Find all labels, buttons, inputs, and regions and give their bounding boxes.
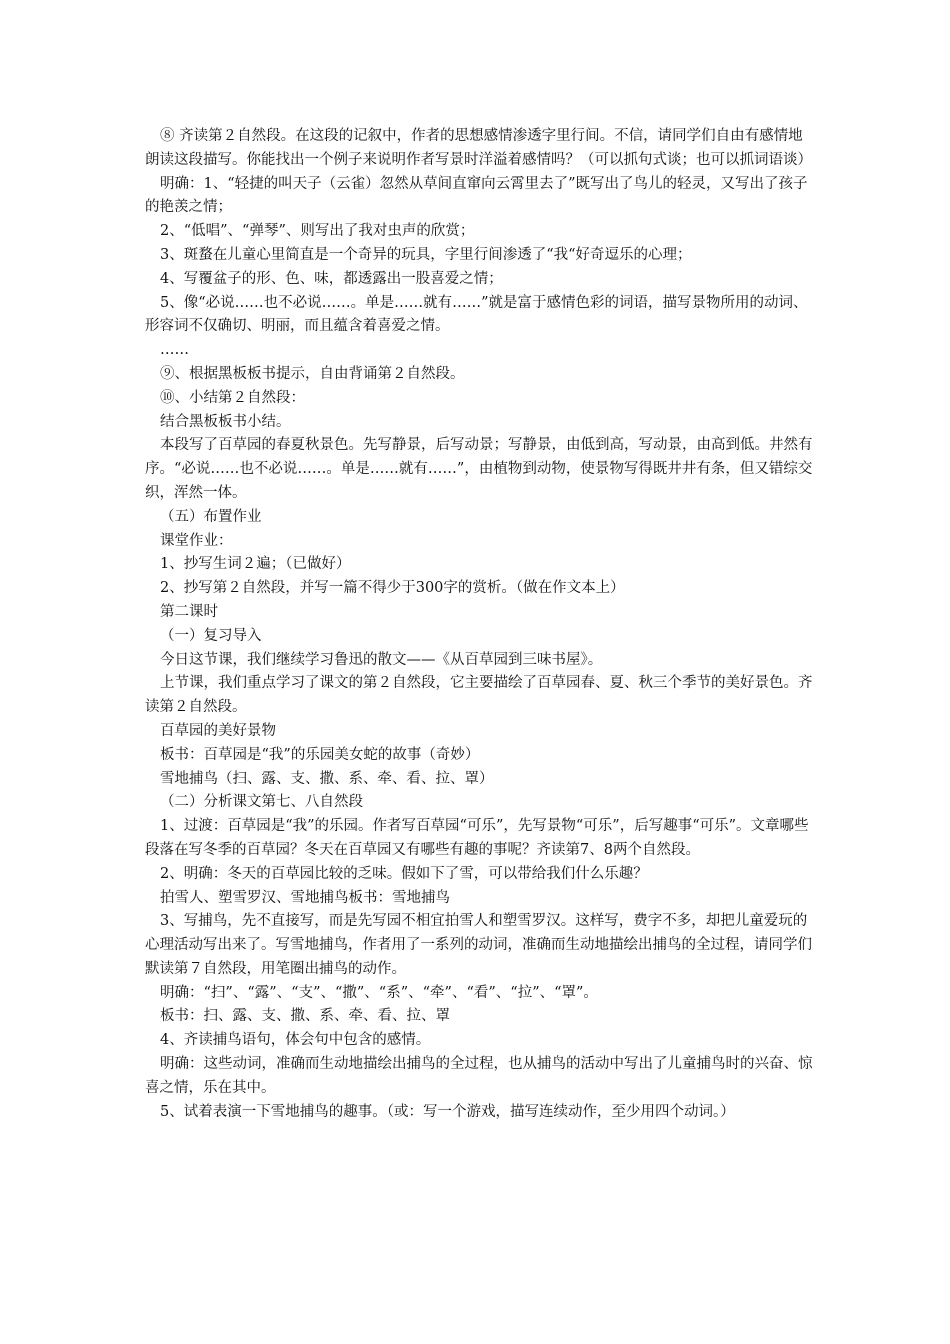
paragraph-recite: ⑨、根据黑板板书提示，自由背诵第２自然段。	[160, 365, 465, 382]
paragraph-answer-2: 2、“低唱”、“弹琴”、则写出了我对虫声的欣赏；	[160, 223, 475, 240]
paragraph-classwork-label: 课堂作业：	[160, 532, 233, 549]
paragraph-homework-2: 2、抄写第２自然段，并写一篇不得少于300字的赏析。（做在作文本上）	[160, 580, 625, 597]
paragraph-answer-5: 5、像“必说……也不必说……。单是……就有……”就是富于感情色彩的词语，描写景物所用的动词、形容词不仅确切、明丽，而且蕴含着喜爱之情。	[145, 294, 808, 335]
section-heading-review: （一）复习导入	[160, 627, 262, 644]
paragraph-review-intro: 今日这节课，我们继续学习鲁迅的散文——《从百草园到三味书屋》。	[160, 651, 603, 668]
document-page	[145, 125, 815, 1124]
paragraph-analysis-1: 1、过渡：百草园是“我”的乐园。作者写百草园“可乐”，先写景物“可乐”，后写趣事“可乐”。文章哪些段落在写冬季的百草园？冬天在百草园又有哪些有趣的事呢？齐读第7、8两个自然段。	[145, 818, 809, 858]
paragraph-analysis-answer: 明确：“扫”、“露”、“支”、“撒”、“系”、“牵”、“看”、“拉”、“罩”。	[160, 984, 598, 1001]
paragraph-summary-heading: ⑩、小结第２自然段：	[160, 389, 305, 406]
paragraph-analysis-3: 3、写捕鸟，先不直接写，而是先写园不相宜拍雪人和塑雪罗汉。这样写，费字不多，却把儿童爱玩的心理活动写出来了。写雪地捕鸟，作者用了一系列的动词，准确而生动地描绘出捕鸟的全过程，请同学们默读第７自然段，用笔圈出捕鸟的动作。	[145, 913, 812, 977]
section-heading-second-lesson: 第二课时	[160, 603, 218, 620]
paragraph-reading-discussion: ⑧ 齐读第２自然段。在这段的记叙中，作者的思想感情渗透字里行间。不信，请同学们自由有感情地朗读这段描写。你能找出一个例子来说明作者写景时洋溢着感情吗？（可以抓句式谈；也可以抓词语谈）	[145, 128, 812, 168]
paragraph-answer-1: 明确：1、“轻捷的叫天子（云雀）忽然从草间直窜向云霄里去了”既写出了鸟儿的轻灵，又写出了孩子的艳羡之情；	[145, 175, 808, 216]
section-heading-homework: （五）布置作业	[160, 508, 262, 525]
paragraph-analysis-board: 拍雪人、塑雪罗汉、雪地捕鸟板书：雪地捕鸟	[160, 889, 450, 906]
paragraph-analysis-answer-2: 明确：这些动词，准确而生动地描绘出捕鸟的全过程，也从捕鸟的活动中写出了儿童捕鸟时的兴奋、惊喜之情，乐在其中。	[145, 1056, 813, 1096]
paragraph-analysis-2: 2、明确：冬天的百草园比较的乏味。假如下了雪，可以带给我们什么乐趣？	[160, 865, 648, 882]
paragraph-answer-4: 4、写覆盆子的形、色、味，都透露出一股喜爱之情；	[160, 270, 503, 287]
paragraph-homework-1: 1、抄写生词２遍；（已做好）	[160, 556, 351, 573]
paragraph-board-notes-1: 板书：百草园是“我”的乐园美女蛇的故事（奇妙）	[160, 746, 480, 763]
paragraph-analysis-4: 4、齐读捕鸟语句，体会句中包含的感情。	[160, 1032, 431, 1049]
paragraph-board-notes-2: 雪地捕鸟（扫、露、支、撒、系、牵、看、拉、罩）	[160, 770, 494, 787]
paragraph-ellipsis: ……	[160, 342, 189, 359]
paragraph-garden-scenery: 百草园的美好景物	[160, 722, 276, 739]
paragraph-summary-body: 本段写了百草园的春夏秋景色。先写静景，后写动景；写静景，由低到高，写动景，由高到低。井然有序。“必说……也不必说……。单是……就有……”，由植物到动物，使景物写得既井井有条，但又错综交织，浑然一体。	[145, 437, 813, 501]
paragraph-review-recap: 上节课，我们重点学习了课文的第２自然段，它主要描绘了百草园春、夏、秋三个季节的美好景色。齐读第２自然段。	[145, 675, 813, 716]
paragraph-summary-intro: 结合黑板板书小结。	[160, 413, 291, 430]
paragraph-analysis-5: 5、试着表演一下雪地捕鸟的趣事。（或：写一个游戏，描写连续动作，至少用四个动词。）	[160, 1103, 735, 1120]
section-heading-analysis: （二）分析课文第七、八自然段	[160, 794, 363, 811]
paragraph-answer-3: 3、斑蝥在儿童心里简直是一个奇异的玩具，字里行间渗透了“我“好奇逗乐的心理；	[160, 246, 692, 263]
paragraph-analysis-board-2: 板书：扫、露、支、撒、系、牵、看、拉、罩	[160, 1008, 450, 1025]
